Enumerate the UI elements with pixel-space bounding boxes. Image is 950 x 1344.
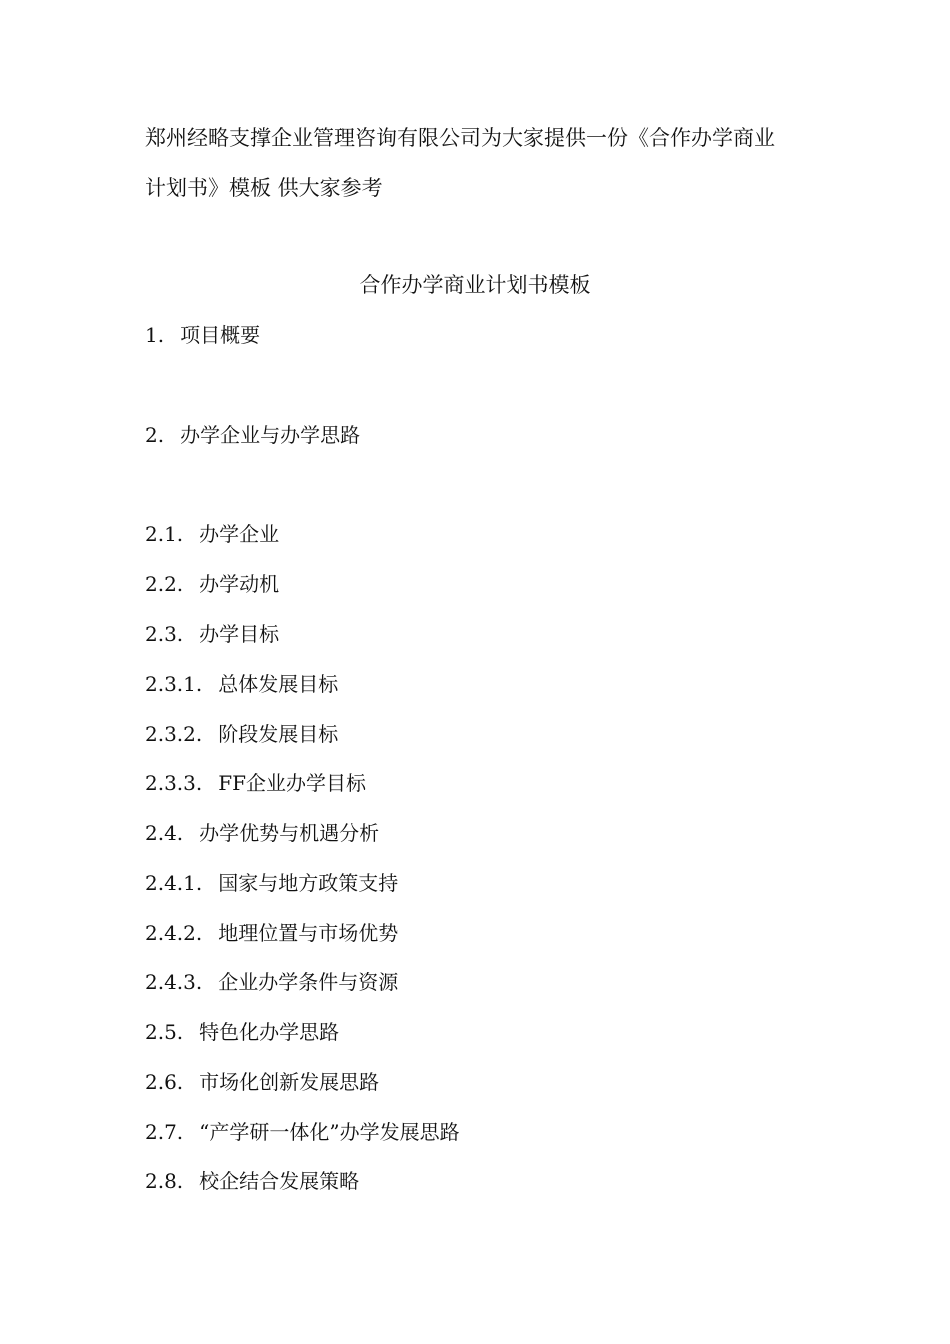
toc-item-2-3-1 [145,669,338,699]
toc-item-2-3 [145,619,279,649]
toc-item-number: 2.4. [145,821,184,845]
intro-text-line-2: 计划书》模板 供大家参考 [145,176,383,200]
toc-item-label: 企业办学条件与资源 [218,970,399,994]
toc-item-2-4-1 [145,868,398,898]
toc-item-number: 2.4.1. [145,871,203,895]
toc-item-label: 国家与地方政策支持 [218,871,399,895]
toc-item-2-6 [145,1067,379,1097]
toc-item-label: 项目概要 [180,323,261,347]
toc-item-number: 2.4.2. [145,921,203,945]
toc-item-2-5 [145,1017,339,1047]
toc-item-label: “产学研一体化”办学发展思路 [199,1120,460,1144]
toc-item-label: 特色化办学思路 [199,1020,340,1044]
toc-item-2 [145,420,360,450]
toc-item-1 [145,320,260,350]
toc-item-number: 2.8. [145,1169,184,1193]
intro-text-line-1: 郑州经略支撑企业管理咨询有限公司为大家提供一份《合作办学商业 [145,126,775,150]
toc-item-label: 阶段发展目标 [218,722,339,746]
toc-item-number: 2.3. [145,622,184,646]
toc-item-number: 2.1. [145,522,184,546]
toc-item-label: 办学企业与办学思路 [180,423,361,447]
toc-item-2-7 [145,1117,460,1147]
toc-item-number: 2.5. [145,1020,184,1044]
toc-item-number: 2.3.1. [145,672,203,696]
toc-item-label: 办学目标 [199,622,280,646]
toc-item-label: 市场化创新发展思路 [199,1070,380,1094]
toc-item-2-3-2 [145,719,338,749]
toc-item-label: 地理位置与市场优势 [218,921,399,945]
toc-item-2-1 [145,519,279,549]
toc-item-number: 1. [145,323,165,347]
toc-item-number: 2.3.3. [145,771,203,795]
toc-item-label: 办学企业 [199,522,280,546]
toc-item-number: 2. [145,423,165,447]
toc-item-number: 2.3.2. [145,722,203,746]
toc-item-2-8 [145,1166,359,1196]
toc-item-label: 总体发展目标 [218,672,339,696]
toc-item-number: 2.2. [145,572,184,596]
toc-item-label: 办学动机 [199,572,280,596]
toc-item-label: FF企业办学目标 [218,771,367,795]
document-title: 合作办学商业计划书模板 [359,273,591,297]
toc-item-2-4-2 [145,918,398,948]
toc-item-number: 2.7. [145,1120,184,1144]
toc-item-2-3-3 [145,768,366,798]
toc-item-2-4 [145,818,379,848]
toc-item-number: 2.6. [145,1070,184,1094]
toc-item-2-4-3 [145,967,398,997]
toc-item-label: 校企结合发展策略 [199,1169,360,1193]
toc-item-2-2 [145,569,279,599]
toc-item-label: 办学优势与机遇分析 [199,821,380,845]
toc-item-number: 2.4.3. [145,970,203,994]
